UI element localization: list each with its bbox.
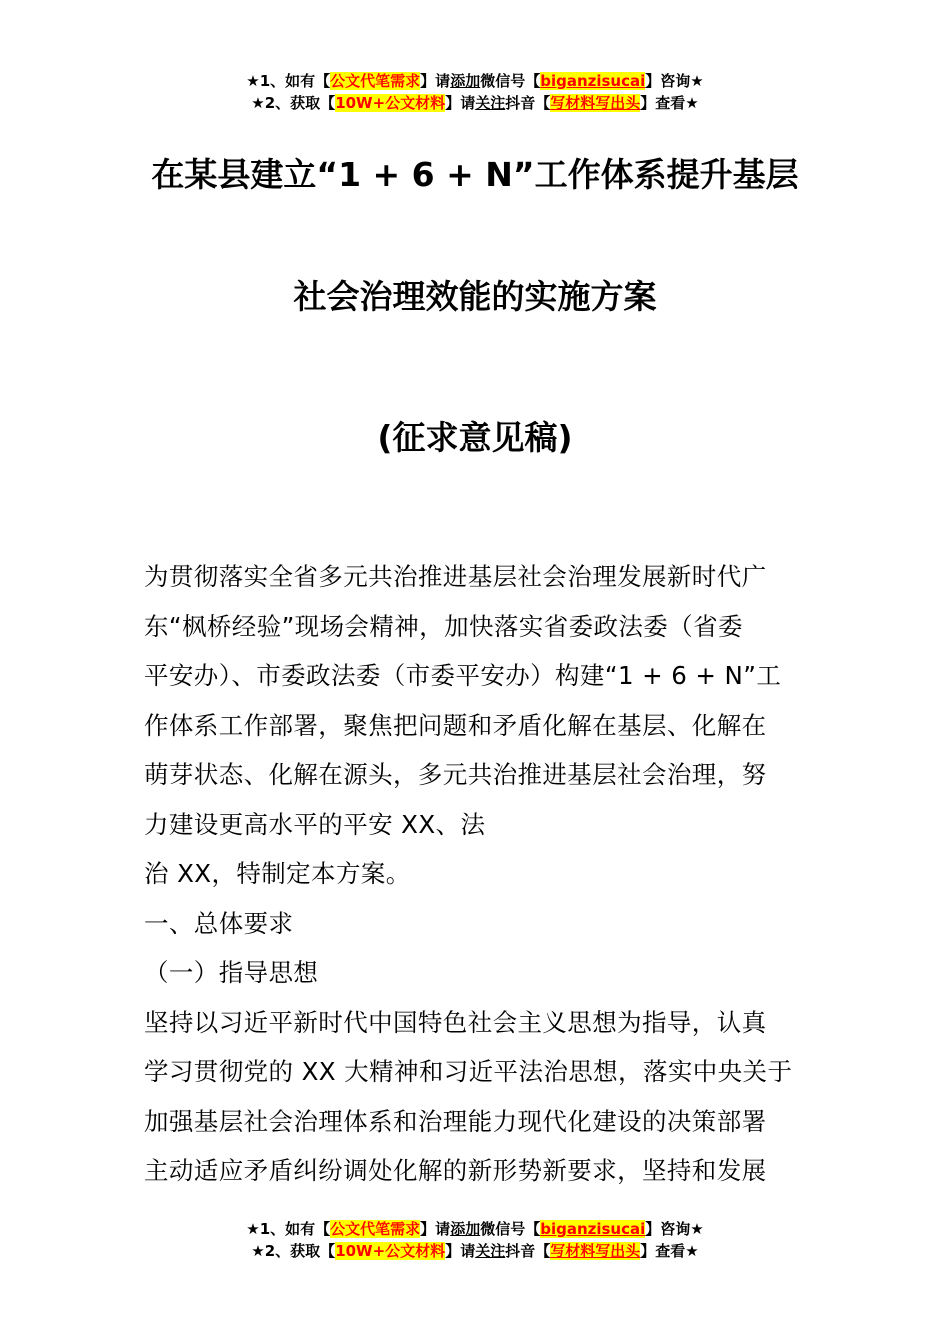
body-line: 坚持以习近平新时代中国特色社会主义思想为指导，认真 xyxy=(144,1007,767,1037)
promo-text: 】请 xyxy=(420,72,451,90)
section-heading: 一、总体要求 xyxy=(144,908,294,938)
wechat-id-link[interactable]: biganzisucai xyxy=(540,1220,646,1238)
promo-text: 】请 xyxy=(445,1242,476,1260)
promo-highlight: 公文代笔需求 xyxy=(330,72,421,90)
top-promo-banner xyxy=(0,70,950,114)
body-line: 为贯彻落实全省多元共治推进基层社会治理发展新时代广 xyxy=(144,562,767,591)
document-title-line-2: 社会治理效能的实施方案 xyxy=(293,277,657,316)
promo-line-1 xyxy=(0,70,950,92)
body-line: 力建设更高水平的平安 XX、法 xyxy=(144,809,486,839)
promo-text: 】查看★ xyxy=(640,1242,699,1260)
promo-highlight: 公文代笔需求 xyxy=(330,1220,421,1238)
body-line: 学习贯彻党的 XX 大精神和习近平法治思想，落实中央关于 xyxy=(144,1057,793,1086)
promo-underline: 添加 xyxy=(450,1220,481,1238)
document-title-line-1: 在某县建立“1 + 6 + N”工作体系提升基层 xyxy=(151,155,799,194)
bottom-promo-banner xyxy=(0,1218,950,1262)
promo-text: 】咨询★ xyxy=(645,1220,704,1238)
body-line: 东“枫桥经验”现场会精神，加快落实省委政法委（省委 xyxy=(144,611,743,641)
wechat-id-link[interactable]: biganzisucai xyxy=(540,72,646,90)
promo-text: 抖音【 xyxy=(505,1242,551,1260)
promo-text: 】请 xyxy=(420,1220,451,1238)
promo-underline: 关注 xyxy=(475,1242,506,1260)
promo-line-2 xyxy=(0,92,950,114)
subsection-heading: （一）指导思想 xyxy=(144,958,319,987)
body-line: 作体系工作部署，聚焦把问题和矛盾化解在基层、化解在 xyxy=(144,710,767,740)
promo-text: 】请 xyxy=(445,94,476,112)
body-line: 平安办）、市委政法委（市委平安办）构建“1 + 6 + N”工 xyxy=(144,661,782,690)
promo-text: ★1、如有【 xyxy=(246,72,331,90)
douyin-account-link[interactable]: 写材料写出头 xyxy=(550,1242,641,1260)
document-body xyxy=(144,552,814,1196)
promo-text: 抖音【 xyxy=(505,94,551,112)
promo-text: 微信号【 xyxy=(480,1220,541,1238)
promo-line-1 xyxy=(0,1218,950,1240)
promo-underline: 关注 xyxy=(475,94,506,112)
promo-highlight: 10W+公文材料 xyxy=(335,94,446,112)
promo-highlight: 10W+公文材料 xyxy=(335,1242,446,1260)
body-line: 治 XX，特制定本方案。 xyxy=(144,859,411,888)
promo-underline: 添加 xyxy=(450,72,481,90)
promo-text: 】查看★ xyxy=(640,94,699,112)
promo-text: ★2、获取【 xyxy=(251,1242,336,1260)
body-line: 加强基层社会治理体系和治理能力现代化建设的决策部署 xyxy=(144,1106,767,1136)
document-subtitle: (征求意见稿) xyxy=(377,418,573,457)
douyin-account-link[interactable]: 写材料写出头 xyxy=(550,94,641,112)
promo-text: ★1、如有【 xyxy=(246,1220,331,1238)
promo-text: 微信号【 xyxy=(480,72,541,90)
body-line: 萌芽状态、化解在源头，多元共治推进基层社会治理，努 xyxy=(144,760,767,789)
promo-line-2 xyxy=(0,1240,950,1262)
promo-text: 】咨询★ xyxy=(645,72,704,90)
body-line: 主动适应矛盾纠纷调处化解的新形势新要求，坚持和发展 xyxy=(144,1156,767,1185)
promo-text: ★2、获取【 xyxy=(251,94,336,112)
